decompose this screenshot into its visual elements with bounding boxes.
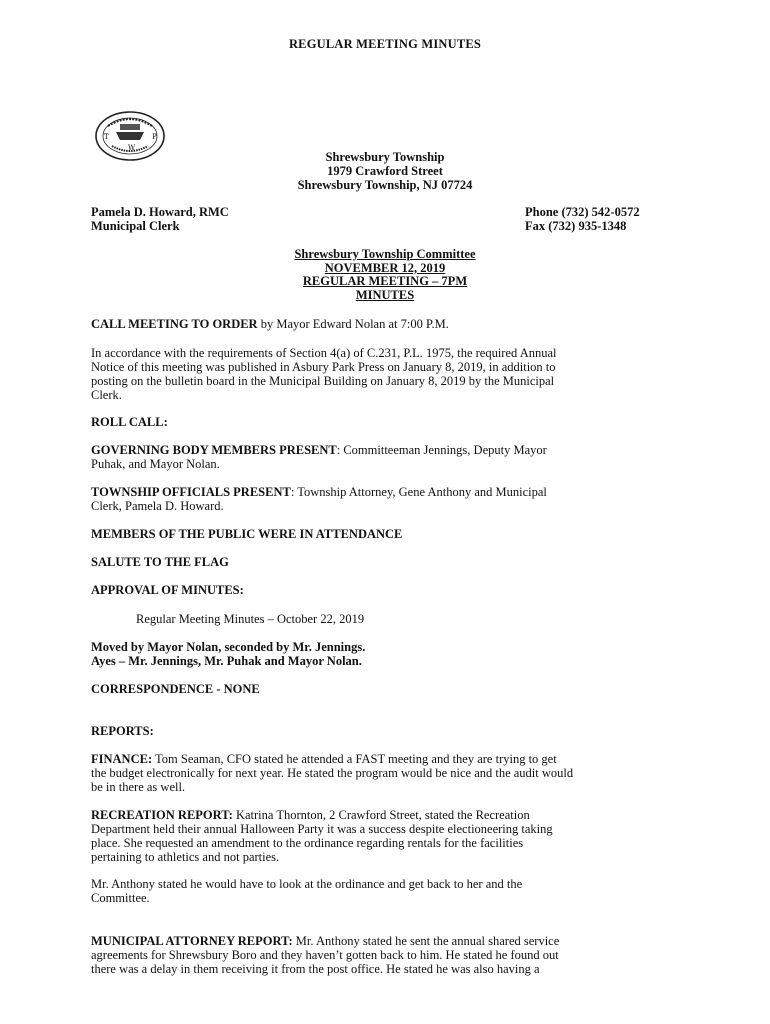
- paragraph-line: In accordance with the requirements of Section 4(a) of C.231, P.L. 1975, the required Annual: [91, 346, 557, 360]
- address-line: Shrewsbury Township, NJ 07724: [297, 178, 473, 192]
- finance-paragraph: [91, 752, 681, 794]
- clerk-title: Municipal Clerk: [91, 219, 180, 233]
- paragraph-line: Mr. Anthony stated he would have to look at the ordinance and get back to her and the: [91, 877, 523, 891]
- section-text: by Mayor Edward Nolan at 7:00 P.M.: [257, 317, 449, 331]
- notice-paragraph: [91, 346, 681, 402]
- governing-body-paragraph: [91, 443, 681, 471]
- minutes-label: MINUTES: [355, 287, 415, 302]
- paragraph-line: Puhak, and Mayor Nolan.: [91, 457, 220, 471]
- section-label: RECREATION REPORT:: [91, 808, 233, 822]
- paragraph-line: posting on the bulletin board in the Municipal Building on January 8, 2019 by the Municipal: [91, 374, 555, 388]
- attorney-paragraph: [91, 934, 681, 976]
- paragraph-line: agreements for Shrewsbury Boro and they haven’t gotten back to him. He stated he found out: [91, 948, 559, 962]
- anthony-paragraph: [91, 877, 681, 905]
- officials-paragraph: [91, 485, 681, 513]
- paragraph-line: place. She requested an amendment to the ordinance regarding rentals for the facilities: [91, 836, 524, 850]
- paragraph-line: there was a delay in them receiving it from the post office. He stated he was also having a: [91, 962, 540, 976]
- section-label: CALL MEETING TO ORDER: [91, 317, 258, 331]
- fax-number: Fax (732) 935-1348: [525, 219, 627, 233]
- paragraph-line: : Township Attorney, Gene Anthony and Municipal: [290, 485, 547, 499]
- recreation-paragraph: [91, 808, 681, 864]
- meeting-date: NOVEMBER 12, 2019: [324, 260, 446, 275]
- call-to-order: [91, 317, 681, 331]
- paragraph-line: Katrina Thornton, 2 Crawford Street, stated the Recreation: [232, 808, 530, 822]
- meeting-title-block: [0, 248, 770, 302]
- salute-heading: SALUTE TO THE FLAG: [91, 555, 229, 569]
- township-address: [0, 150, 770, 192]
- paragraph-line: : Committeeman Jennings, Deputy Mayor: [336, 443, 547, 457]
- paragraph-line: Clerk, Pamela D. Howard.: [91, 499, 224, 513]
- paragraph-line: pertaining to athletics and not parties.: [91, 850, 280, 864]
- paragraph-line: the budget electronically for next year. He stated the program would be nice and the audit would: [91, 766, 574, 780]
- svg-text:W: W: [128, 144, 136, 152]
- approval-heading: APPROVAL OF MINUTES:: [91, 583, 244, 597]
- committee-name: Shrewsbury Township Committee: [294, 247, 476, 261]
- reports-heading: REPORTS:: [91, 724, 154, 738]
- public-heading: MEMBERS OF THE PUBLIC WERE IN ATTENDANCE: [91, 527, 403, 541]
- paragraph-line: Department held their annual Halloween Party it was a success despite electioneering taking: [91, 822, 553, 836]
- section-label: GOVERNING BODY MEMBERS PRESENT: [91, 443, 337, 457]
- meeting-type: REGULAR MEETING – 7PM: [302, 274, 468, 288]
- address-line: 1979 Crawford Street: [327, 164, 443, 178]
- paragraph-line: Moved by Mayor Nolan, seconded by Mr. Jennings.: [91, 640, 366, 654]
- paragraph-line: Clerk.: [91, 388, 122, 402]
- section-label: MUNICIPAL ATTORNEY REPORT:: [91, 934, 293, 948]
- correspondence-heading: CORRESPONDENCE - NONE: [91, 682, 260, 696]
- paragraph-line: Notice of this meeting was published in Asbury Park Press on January 8, 2019, in addition to: [91, 360, 556, 374]
- contact-block: [525, 205, 640, 233]
- svg-text:P: P: [152, 133, 157, 141]
- clerk-name: Pamela D. Howard, RMC: [91, 205, 229, 219]
- svg-text:T: T: [104, 133, 109, 141]
- paragraph-line: Tom Seaman, CFO stated he attended a FAST meeting and they are trying to get: [152, 752, 557, 766]
- section-label: FINANCE:: [91, 752, 153, 766]
- section-label: TOWNSHIP OFFICIALS PRESENT: [91, 485, 291, 499]
- paragraph-line: Ayes – Mr. Jennings, Mr. Puhak and Mayor Nolan.: [91, 654, 362, 668]
- roll-call-heading: ROLL CALL:: [91, 415, 168, 429]
- phone-number: Phone (732) 542-0572: [525, 205, 640, 219]
- page-header: REGULAR MEETING MINUTES: [288, 37, 482, 51]
- clerk-block: [91, 205, 229, 233]
- paragraph-line: be in there as well.: [91, 780, 186, 794]
- minutes-item: Regular Meeting Minutes – October 22, 2019: [136, 612, 365, 626]
- motion-block: [91, 640, 681, 668]
- paragraph-line: Committee.: [91, 891, 150, 905]
- paragraph-line: Mr. Anthony stated he sent the annual shared service: [292, 934, 560, 948]
- address-line: Shrewsbury Township: [325, 150, 445, 164]
